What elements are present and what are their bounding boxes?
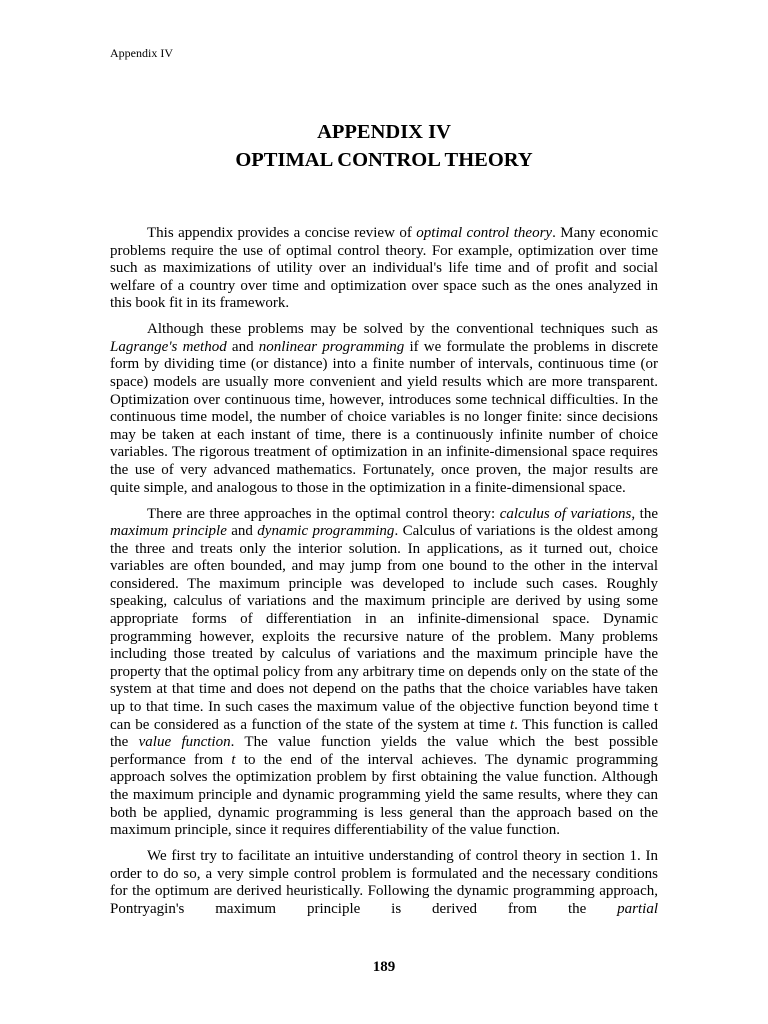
paragraph-text: to the end of the interval achieves. The dynamic programming approach solves the optimization problem by first obtaining the value function. Although the maximum principle and dynamic programming yield the same results, where they can both be applied, dynamic programming is less general than the approach based on the maximum principle, since it requires differentiability of the value function. <box>110 751 658 839</box>
paragraph-4 <box>110 848 658 918</box>
paragraph-text: and <box>226 338 259 355</box>
emphasis-term: calculus of variations <box>499 505 632 522</box>
paragraph-text: and <box>226 523 258 540</box>
paragraph-text: , the <box>631 505 658 522</box>
paragraph-text: We first try to facilitate an intuitive understanding of control theory in section 1. In order to do so, a very simple control problem is formulated and the necessary conditions for the optimum are derived heuristically. Following the dynamic programming approach, Pontryagin's maximum principle is derived from the <box>110 848 658 917</box>
emphasis-term: t <box>509 716 515 733</box>
chapter-title-line-1: APPENDIX IV <box>317 121 451 143</box>
running-head: Appendix IV <box>110 46 173 60</box>
paragraph-text: This appendix provides a concise review of <box>147 225 417 241</box>
paragraph-2 <box>110 321 658 497</box>
emphasis-term: partial <box>617 900 658 917</box>
body-text <box>110 225 658 918</box>
paragraph-1 <box>110 225 658 313</box>
paragraph-text: . Calculus of variations is the oldest among the three and treats only the interior solution. In applications, as it turned out, choice variables are often bounded, and may jump from one bound to the other in the interval considered. The maximum principle was developed to include such cases. Roughly speaking, calculus of variations and the maximum principle are derived by using some appropriate forms of differentiation in an infinite-dimensional space. Dynamic programming however, exploits the recursive nature of the problem. Many problems including those treated by calculus of variations and the maximum principle have the property that the optimal policy from any arbitrary time on depends only on the state of the system at that time and does not depend on the paths that the choice variables have taken up to that time. In such cases the maximum value of the objective function beyond time t can be considered as a function of the state of the system at time <box>110 523 658 733</box>
emphasis-term: maximum principle <box>110 523 227 540</box>
chapter-title-line-2: OPTIMAL CONTROL THEORY <box>235 149 533 171</box>
paragraph-3 <box>110 506 658 840</box>
paragraph-text: . Many economic problems require the use of optimal control theory. For example, optimization over time such as maximizations of utility over an individual's life time and of profit and social welfare of a country over time and optimization over space such as the ones analyzed in this book fit in its framework. <box>110 225 658 312</box>
paragraph-text: if we formulate the problems in discrete form by dividing time (or distance) into a finite number of intervals, continuous time (or space) models are usually more convenient and yield results which are more transparent. Optimization over continuous time, however, introduces some technical difficulties. In the continuous time model, the number of choice variables is no longer finite: since decisions may be taken at each instant of time, there is a continuously infinite number of choice variables. The rigorous treatment of optimization in an infinite-dimensional space requires the use of very advanced mathematics. Fortunately, once proven, the major results are quite simple, and analogous to those in the optimization in a finite-dimensional space. <box>110 338 659 496</box>
paragraph-text: . The value function yields the value which the best possible performance from <box>110 734 658 768</box>
chapter-title <box>0 118 768 174</box>
emphasis-term: t <box>231 751 236 768</box>
emphasis-term: value function <box>138 734 231 751</box>
emphasis-term: dynamic programming <box>257 523 395 540</box>
emphasis-term: Lagrange's method <box>110 338 227 355</box>
emphasis-term: optimal control theory <box>416 225 553 241</box>
paragraph-text: . This function is called the <box>110 716 658 751</box>
page-number: 189 <box>372 959 396 975</box>
paragraph-text: There are three approaches in the optimal control theory: <box>147 505 500 522</box>
emphasis-term: nonlinear programming <box>258 338 405 355</box>
paragraph-text: Although these problems may be solved by the conventional techniques such as <box>147 321 658 338</box>
